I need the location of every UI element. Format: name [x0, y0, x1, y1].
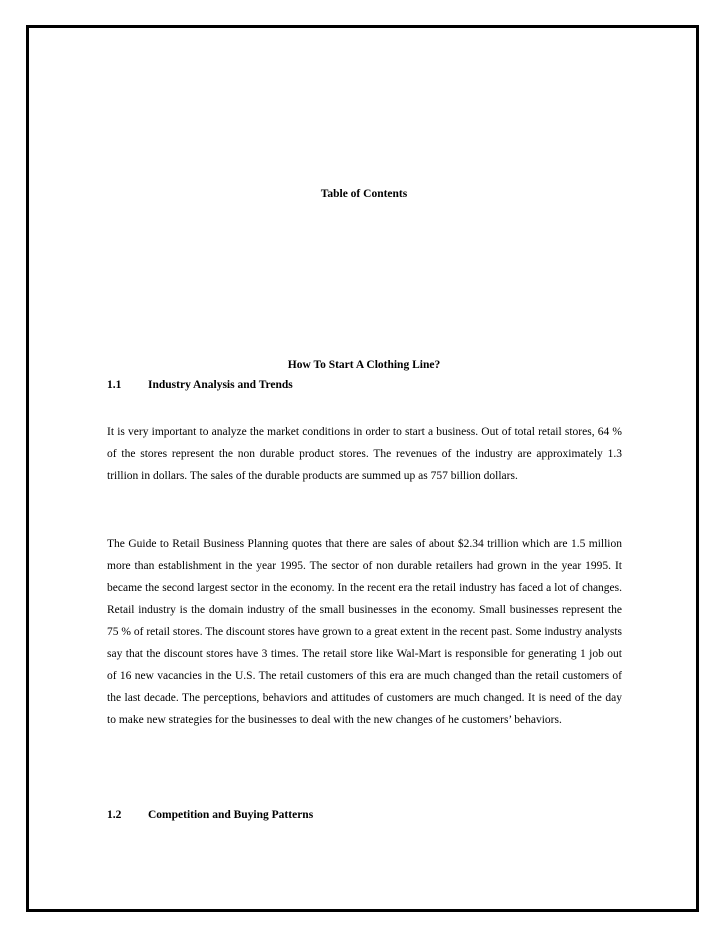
- document-title: How To Start A Clothing Line?: [287, 359, 441, 371]
- section-number: 1.2: [107, 809, 122, 821]
- section-heading-text: Industry Analysis and Trends: [148, 379, 293, 391]
- section-heading-1-1: [107, 377, 293, 393]
- paragraph-2: The Guide to Retail Business Planning quotes that there are sales of about $2.34 trillion which are 1.5 million more than establishment in the year 1995. The sector of non durable retailers had grown in the year 1995. It became the second largest sector in the economy. In the recent era the retail industry has faced a lot of changes. Retail industry is the domain industry of the small businesses in the economy. Small businesses represent the 75 % of retail stores. The discount stores have grown to a great extent in the recent past. Some industry analysts say that the discount stores have 3 times. The retail store like Wal-Mart is responsible for generating 1 job out of 16 new vacancies in the U.S. The retail customers of this era are much changed than the retail customers of the last decade. The perceptions, behaviors and attitudes of customers are much changed. It is need of the day to make new strategies for the businesses to deal with the new changes of he customers’ behaviors.: [107, 538, 622, 726]
- paragraph-1: It is very important to analyze the market conditions in order to start a business. Out of total retail stores, 64 % of the stores represent the non durable product stores. The revenues of the industry are approximately 1.3 trillion in dollars. The sales of the durable products are summed up as 757 billion dollars.: [107, 426, 622, 482]
- section-number: 1.1: [107, 379, 122, 391]
- section-heading-1-2: [107, 807, 313, 823]
- toc-title: Table of Contents: [320, 188, 408, 200]
- section-heading-text: Competition and Buying Patterns: [148, 809, 314, 821]
